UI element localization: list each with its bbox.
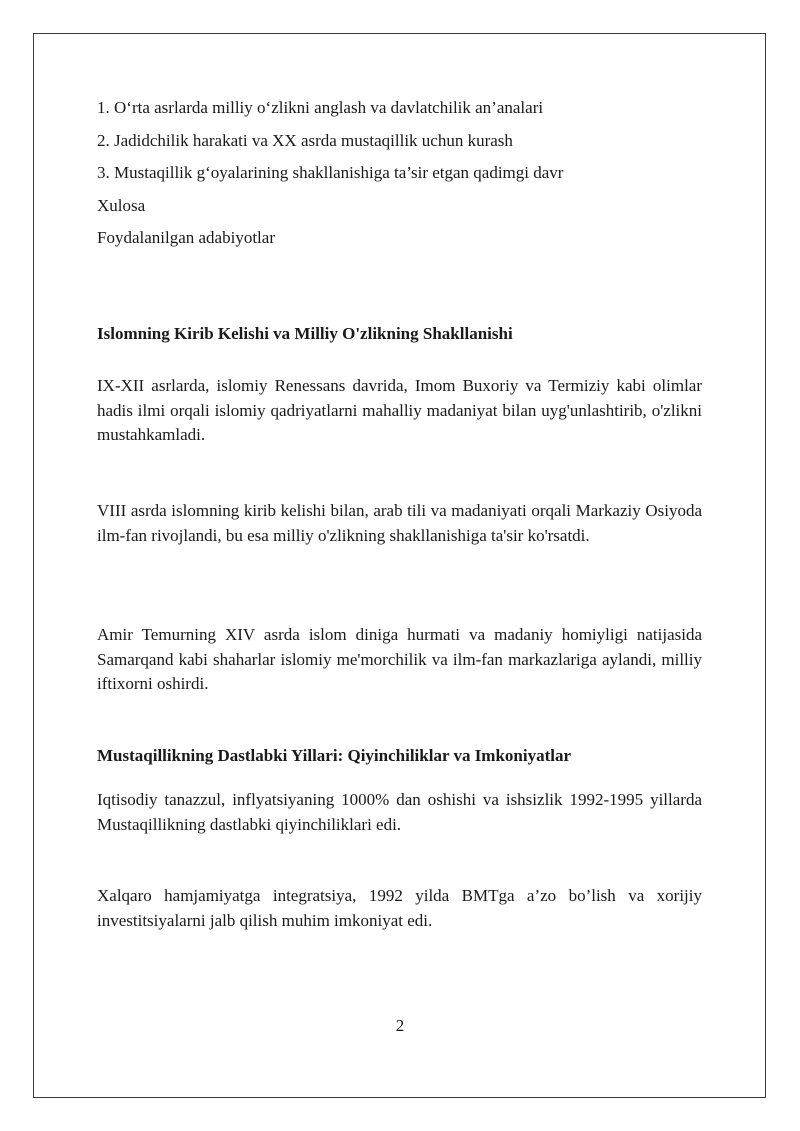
- toc-item-references: Foydalanilgan adabiyotlar: [97, 228, 275, 247]
- section-heading-independence: Mustaqillikning Dastlabki Yillari: Qiyinchiliklar va Imkoniyatlar: [97, 746, 572, 765]
- toc-item-1: 1. O‘rta asrlarda milliy o‘zlikni anglash va davlatchilik an’analari: [97, 98, 544, 117]
- paragraph-early-challenges: Iqtisodiy tanazzul, inflyatsiyaning 1000% dan oshishi va ishsizlik 1992-1995 yillarda Mustaqillikning dastlabki qiyinchiliklari edi.: [97, 790, 702, 834]
- paragraph-islamic-renaissance: IX-XII asrlarda, islomiy Renessans davrida, Imom Buxoriy va Termiziy kabi olimlar hadis ilmi orqali islomiy qadriyatlarni mahalliy madaniyat bilan uyg'unlashtirib, o'zlikni mustahkamladi.: [97, 376, 702, 444]
- page-number: 2: [395, 1016, 405, 1035]
- page-border: [33, 33, 766, 1098]
- paragraph-arrival-of-islam: VIII asrda islomning kirib kelishi bilan, arab tili va madaniyati orqali Markaziy Osiyoda ilm-fan rivojlandi, bu esa milliy o'zlikning shakllanishiga ta'sir ko'rsatdi.: [97, 501, 702, 545]
- toc-item-2: 2. Jadidchilik harakati va XX asrda mustaqillik uchun kurash: [97, 131, 513, 150]
- toc-item-conclusion: Xulosa: [97, 196, 146, 215]
- toc-item-3: 3. Mustaqillik g‘oyalarining shakllanishiga ta’sir etgan qadimgi davr: [97, 163, 564, 182]
- paragraph-amir-temur: Amir Temurning XIV asrda islom diniga hurmati va madaniy homiyligi natijasida Samarqand kabi shaharlar islomiy me'morchilik va ilm-fan markazlariga aylandi, milliy iftixorni oshirdi.: [97, 625, 702, 693]
- paragraph-opportunities: Xalqaro hamjamiyatga integratsiya, 1992 yilda BMTga a’zo bo’lish va xorijiy investitsiyalarni jalb qilish muhim imkoniyat edi.: [97, 886, 702, 930]
- section-heading-islam: Islomning Kirib Kelishi va Milliy O'zlikning Shakllanishi: [97, 324, 513, 343]
